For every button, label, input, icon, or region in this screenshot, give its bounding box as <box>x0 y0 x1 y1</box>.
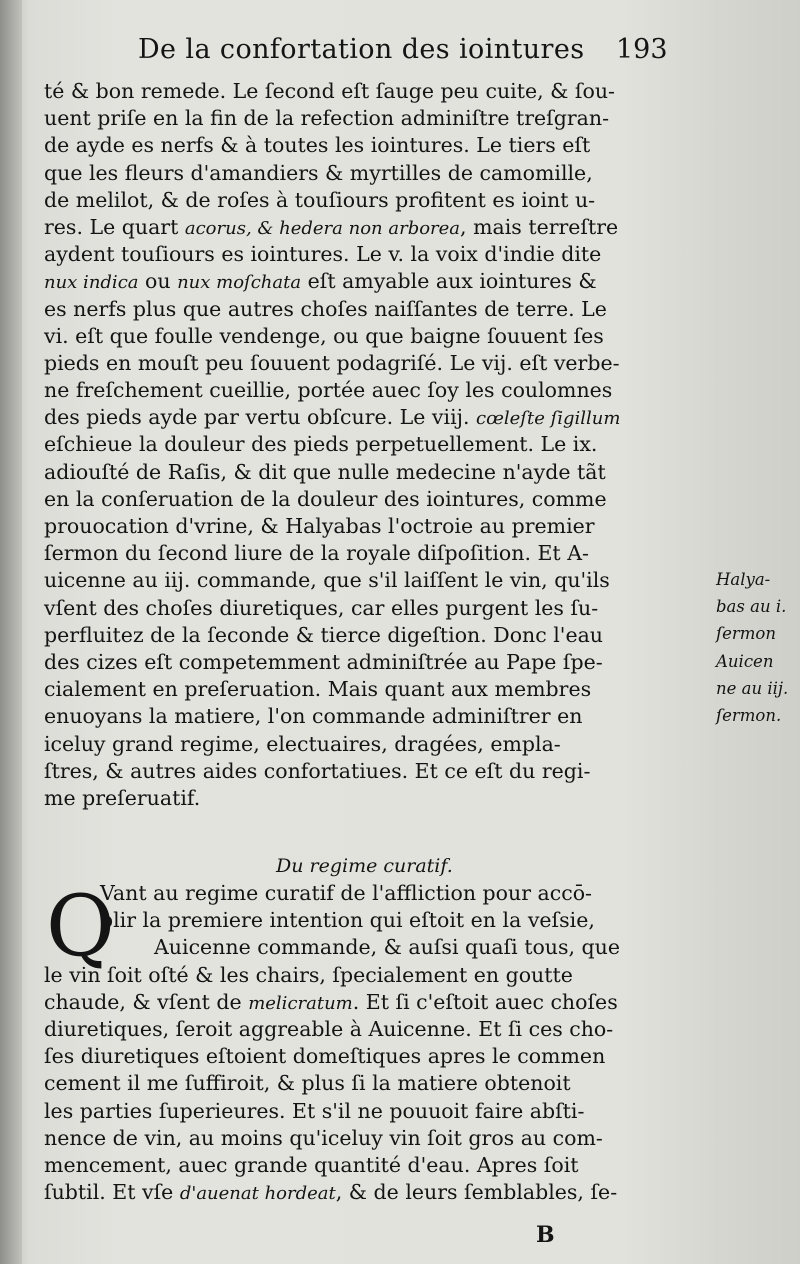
text-line <box>44 962 694 989</box>
text-run: ne freſchement cueillie, portée auec ſoy les coulomnes <box>44 378 613 403</box>
text-line <box>44 187 694 214</box>
running-title: De la confortation des iointures <box>138 34 585 65</box>
main-paragraph <box>44 78 694 812</box>
text-run: , & de leurs ſemblables, ſe- <box>335 1180 618 1205</box>
text-run: plir la premiere intention qui eſtoit en la veſsie, <box>100 908 595 933</box>
text-run: eſchieue la douleur des pieds perpetuellement. Le ix. <box>44 432 598 457</box>
text-run: adiouſté de Raſis, & dit que nulle medecine n'ayde tãt <box>44 459 606 484</box>
text-line <box>44 595 694 622</box>
text-run: , mais terreſtre <box>460 214 619 239</box>
text-line <box>44 1152 694 1179</box>
marginal-note-line: ſermon. <box>716 705 782 725</box>
text-run: uent priſe en la fin de la refection adminiſtre treſgran- <box>44 106 610 131</box>
text-run: res. Le quart <box>44 214 185 239</box>
text-line <box>44 758 694 785</box>
text-run: ſes diuretiques eſtoient domeſtiques apres le commen <box>44 1044 606 1069</box>
text-run: pieds en mouſt peu ſouuent podagriſé. Le vij. eſt verbe- <box>44 350 620 375</box>
italic-latin-term: melicratum <box>248 992 353 1014</box>
signature-mark: B <box>536 1222 555 1248</box>
text-line <box>44 934 694 961</box>
text-line <box>44 404 694 431</box>
text-line <box>44 105 694 132</box>
text-run: es nerfs plus que autres choſes naiſſantes de terre. Le <box>44 296 607 321</box>
text-line <box>44 567 694 594</box>
text-run: perfluitez de la ſeconde & tierce digeſtion. Donc l'eau <box>44 622 603 647</box>
text-line <box>44 132 694 159</box>
text-line <box>44 350 694 377</box>
text-line <box>44 160 694 187</box>
text-run: prouocation d'vrine, & Halyabas l'octroie au premier <box>44 514 595 538</box>
text-run: en la conſeruation de la douleur des iointures, comme <box>44 486 607 511</box>
marginal-note-line: Auicen <box>716 651 774 671</box>
text-run: cialement en preſeruation. Mais quant aux membres <box>44 677 592 702</box>
text-run: des cizes eſt competemment adminiſtrée au Pape ſpe- <box>44 649 603 674</box>
italic-latin-term: d'auenat hordeat <box>179 1183 336 1205</box>
text-run: que les fleurs d'amandiers & myrtilles de camomille, <box>44 160 593 185</box>
text-run: Auicenne commande, & auſsi quaſi tous, que <box>154 935 621 960</box>
text-line <box>44 296 694 323</box>
text-line <box>44 989 694 1016</box>
text-run: cement il me ſuffiroit, & plus ſi la matiere obtenoit <box>44 1071 571 1096</box>
marginal-note-line: bas au i. <box>716 597 787 617</box>
text-line <box>44 676 694 703</box>
text-run: uicenne au iij. commande, que s'il laiſſent le vin, qu'ils <box>44 568 610 593</box>
text-run: Vant au regime curatif de l'affliction pour accō- <box>100 881 592 905</box>
text-run: iceluy grand regime, electuaires, dragées, empla- <box>44 731 561 756</box>
text-run: de ayde es nerfs & à toutes les iointures. Le tiers eſt <box>44 133 591 158</box>
text-line <box>44 323 694 350</box>
text-run: . Et ſi c'eſtoit auec choſes <box>352 989 618 1014</box>
text-run: le vin ſoit oſté & les chairs, ſpecialement en goutte <box>44 962 573 987</box>
text-run: enuoyans la matiere, l'on commande adminiſtrer en <box>44 704 583 729</box>
text-line <box>44 907 694 934</box>
italic-latin-term: nux moſchata <box>177 272 302 294</box>
text-line <box>44 431 694 458</box>
text-line <box>44 731 694 758</box>
text-run: chaude, & vſent de <box>44 989 249 1014</box>
text-run: diuretiques, ſeroit aggreable à Auicenne. Et ſi ces cho- <box>44 1016 614 1041</box>
second-paragraph <box>44 877 694 1206</box>
text-run: me preſeruatif. <box>44 785 201 810</box>
marginal-note-line: ne au iij. <box>716 678 789 698</box>
text-run: nence de vin, au moins qu'iceluy vin ſoit gros au com- <box>44 1125 603 1150</box>
text-line <box>44 241 694 268</box>
text-line <box>44 486 694 513</box>
text-run: ſermon du ſecond liure de la royale diſpoſition. Et A- <box>44 541 589 566</box>
text-line <box>44 785 694 812</box>
text-run: vi. eſt que foulle vendenge, ou que baigne ſouuent ſes <box>44 323 604 348</box>
text-line <box>44 214 694 241</box>
italic-latin-term: acorus, & hedera non arborea <box>184 217 461 239</box>
page-number: 193 <box>616 34 668 65</box>
text-run: ou <box>138 269 178 294</box>
text-line <box>44 1016 694 1043</box>
text-line <box>44 268 694 295</box>
text-line <box>44 1043 694 1070</box>
text-line <box>44 1179 694 1206</box>
text-line <box>44 78 694 105</box>
marginal-note-line: Halya- <box>716 570 771 589</box>
marginal-note-line: ſermon <box>716 624 776 644</box>
text-line <box>44 703 694 730</box>
section-heading: Du regime curatif. <box>276 855 453 877</box>
page-gutter-shadow <box>0 0 22 1264</box>
text-line <box>44 513 694 540</box>
text-line <box>44 649 694 676</box>
text-run: té & bon remede. Le ſecond eſt ſauge peu cuite, & ſou- <box>44 79 615 103</box>
text-run: les parties ſuperieures. Et s'il ne pouuoit faire abſti- <box>44 1098 585 1123</box>
text-run: vſent des choſes diuretiques, car elles purgent les ſu- <box>44 595 599 620</box>
text-run: mencement, auec grande quantité d'eau. Apres ſoit <box>44 1152 579 1177</box>
drop-capital: Q <box>46 877 115 975</box>
text-line <box>44 540 694 567</box>
text-line <box>44 377 694 404</box>
text-line <box>44 1098 694 1125</box>
text-run: de melilot, & de roſes à touſiours profitent es ioint u- <box>44 187 596 212</box>
italic-latin-term: nux indica <box>44 272 139 294</box>
marginal-note <box>716 566 800 729</box>
text-run: eſt amyable aux iointures & <box>301 269 597 294</box>
italic-latin-term: cœleſte ſigillum <box>476 408 621 430</box>
text-run: ſtres, & autres aides confortatiues. Et ce eſt du regi- <box>44 758 591 783</box>
text-run: des pieds ayde par vertu obſcure. Le viij. <box>44 405 477 430</box>
text-line <box>44 1070 694 1097</box>
text-line <box>44 1125 694 1152</box>
page-header <box>138 34 698 74</box>
text-line <box>44 459 694 486</box>
text-run: ſubtil. Et vſe <box>44 1180 180 1205</box>
text-line <box>44 622 694 649</box>
text-line <box>44 880 694 907</box>
text-run: aydent touſiours es iointures. Le v. la voix d'indie dite <box>44 242 602 267</box>
